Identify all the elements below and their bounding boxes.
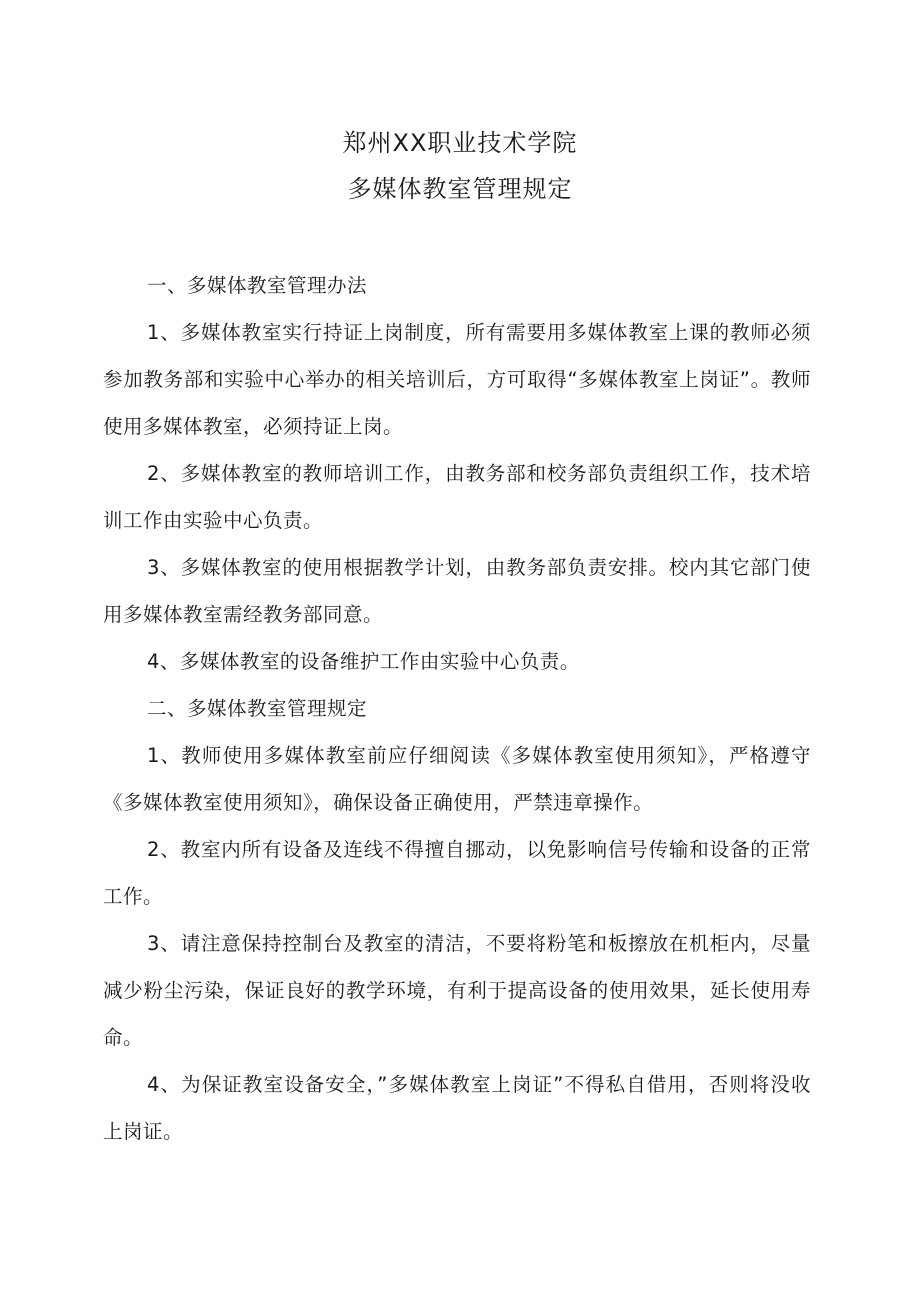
section-1-item-4: 4、多媒体教室的设备维护工作由实验中心负责。 [147,650,580,673]
title-institution: 郑州XX职业技术学院 [342,129,578,157]
section-2-item-2: 2、教室内所有设备及连线不得擅自挪动，以免影响信号传输和设备的正常工作。 [103,838,811,908]
section-2-heading: 二、多媒体教室管理规定 [147,697,368,720]
section-1-heading: 一、多媒体教室管理办法 [147,274,368,297]
document-title [0,120,920,212]
document-body [103,262,811,1155]
section-2-item-1: 1、教师使用多媒体教室前应仔细阅读《多媒体教室使用须知》，严格遵守《多媒体教室使用须知》，确保设备正确使用，严禁违章操作。 [103,744,811,814]
section-2-item-4: 4、为保证教室设备安全，”多媒体教室上岗证”不得私自借用，否则将没收上岗证。 [103,1073,811,1143]
section-1-item-2: 2、多媒体教室的教师培训工作，由教务部和校务部负责组织工作，技术培训工作由实验中心负责。 [103,462,811,532]
section-2-item-3: 3、请注意保持控制台及教室的清洁，不要将粉笔和板擦放在机柜内，尽量减少粉尘污染，保证良好的教学环境，有利于提高设备的使用效果，延长使用寿命。 [103,932,811,1049]
title-regulation: 多媒体教室管理规定 [347,175,573,203]
section-1-item-1: 1、多媒体教室实行持证上岗制度，所有需要用多媒体教室上课的教师必须参加教务部和实验中心举办的相关培训后，方可取得“多媒体教室上岗证”。教师使用多媒体教室，必须持证上岗。 [103,321,811,438]
section-1-item-3: 3、多媒体教室的使用根据教学计划，由教务部负责安排。校内其它部门使用多媒体教室需经教务部同意。 [103,556,811,626]
